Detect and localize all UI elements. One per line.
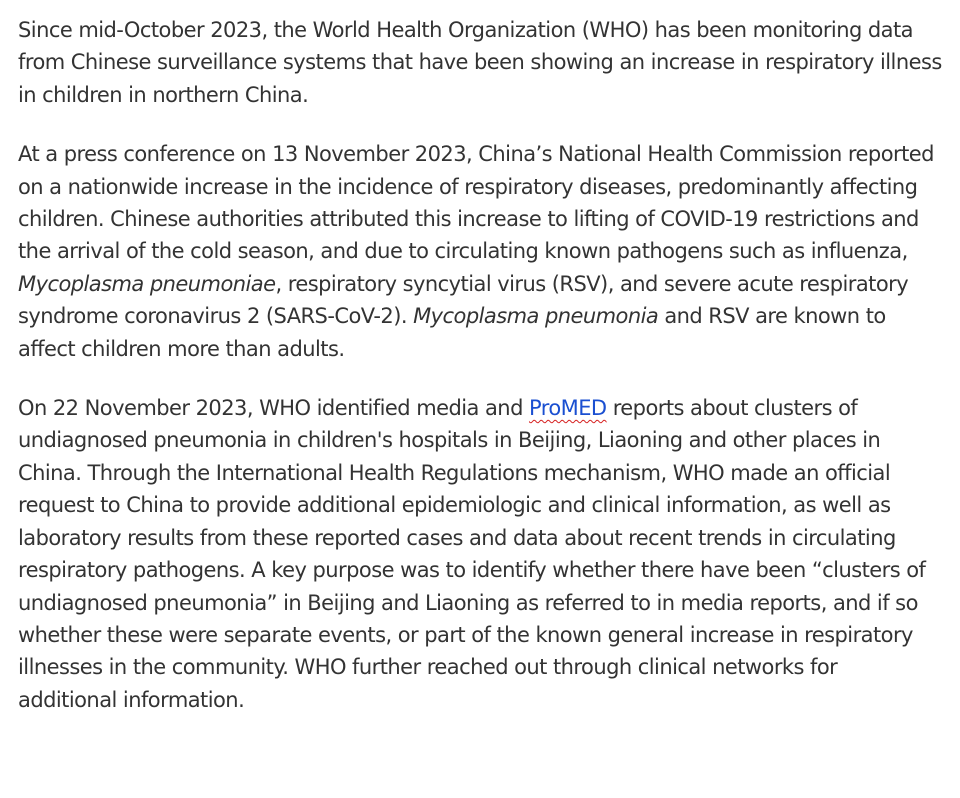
promed-link[interactable]: ProMED	[528, 396, 607, 421]
paragraph-text: reports about clusters of undiagnosed pneumonia in children's hospitals in Beijing, Liaoning and other places in China. Through the International Health Regulations mechanism, WHO made an official request to China to provide additional epidemiologic and clinical information, as well as laboratory results from these reported cases and data about recent trends in circulating respiratory pathogens. A key purpose was to identify whether there have been “clusters of undiagnosed pneumonia” in Beijing and Liaoning as referred to in media reports, and if so whether these were separate events, or part of the known general increase in respiratory illnesses in the community. WHO further reached out through clinical networks for additional information.	[18, 396, 926, 712]
paragraph-surveillance	[18, 14, 942, 111]
paragraph-text: Since mid-October 2023, the World Health Organization (WHO) has been monitoring data from Chinese surveillance systems that have been showing an increase in respiratory illness in children in northern China.	[18, 18, 942, 107]
paragraph-text: On 22 November 2023, WHO identified media and	[18, 396, 529, 421]
paragraph-who-request	[18, 392, 942, 716]
pathogen-name-italic: Mycoplasma pneumonia	[413, 304, 659, 329]
paragraph-press-conference	[18, 138, 942, 365]
paragraph-text: , respiratory syncytial virus (RSV), and severe acute respiratory syndrome coronavirus 2 (SARS-CoV-2).	[18, 271, 909, 329]
pathogen-name-italic: Mycoplasma pneumoniae	[18, 271, 276, 296]
paragraph-text: At a press conference on 13 November 2023, China’s National Health Commission reported on a nationwide increase in the incidence of respiratory diseases, predominantly affecting children. Chinese authorities attributed this increase to lifting of COVID-19 restrictions and the arrival of the cold season, and due to circulating known pathogens such as influenza,	[18, 142, 934, 264]
paragraph-text: and RSV are known to affect children more than adults.	[18, 304, 886, 361]
